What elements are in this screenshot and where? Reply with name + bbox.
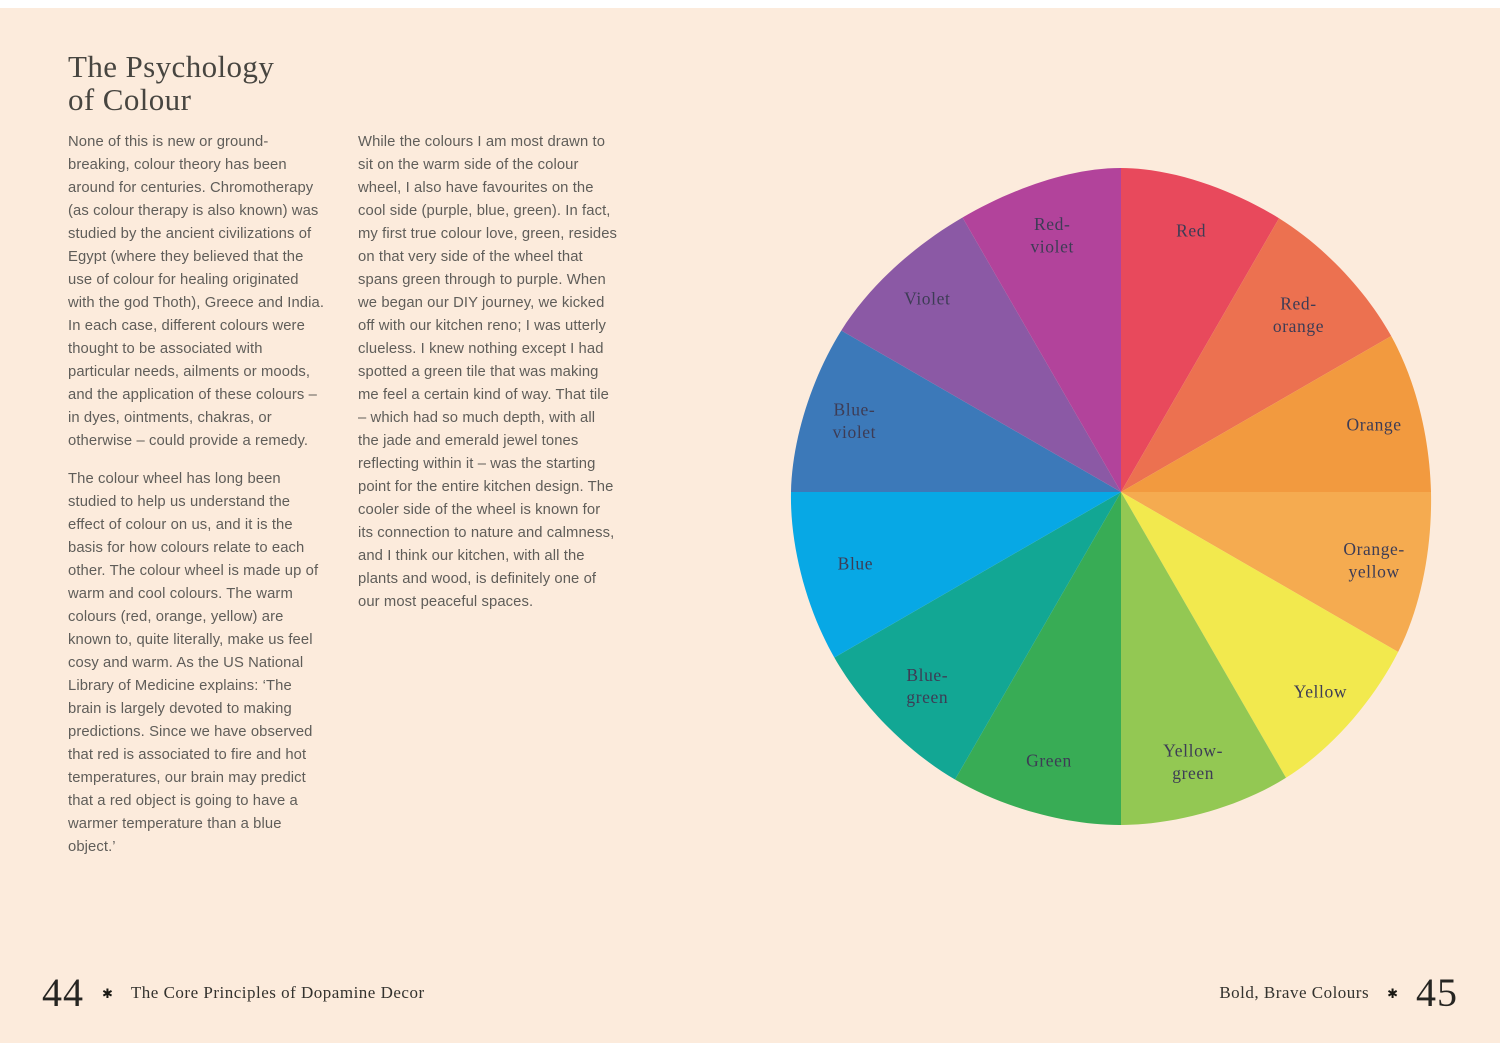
wheel-label-red: Red bbox=[1176, 220, 1207, 241]
right-page-number: 45 bbox=[1416, 970, 1458, 1015]
paragraph: The colour wheel has long been studied to help us understand the effect of colour on us, and it is the basis for how colours relate to each other. The colour wheel is made up of warm and cool colours. The warm colours (red, orange, yellow) are known to, quite literally, make us feel cosy and warm. As the US National Library of Medicine explains: ‘The brain is largely devoted to making predictions. Since we have observed that red is associated to fire and hot temperatures, our brain may predict that a red object is going to have a warmer temperature than a blue object.’ bbox=[68, 471, 319, 855]
footer-left bbox=[42, 970, 425, 1015]
wheel-label-yellow: Yellow bbox=[1293, 681, 1348, 702]
asterisk-star-icon: ✱ bbox=[1387, 986, 1398, 1001]
asterisk-star-icon: ✱ bbox=[102, 986, 113, 1001]
body-column-2 bbox=[358, 131, 618, 614]
wheel-label-violet: Violet bbox=[904, 288, 951, 309]
wheel-label-blue-violet: Blue-violet bbox=[832, 399, 877, 443]
wheel-label-blue: Blue bbox=[837, 553, 874, 574]
wheel-label-red-orange: Red-orange bbox=[1272, 293, 1325, 336]
page-title bbox=[68, 50, 274, 116]
colour-wheel-chart bbox=[790, 158, 1450, 838]
wheel-label-orange: Orange bbox=[1346, 414, 1402, 435]
page-title-line1: The Psychology bbox=[68, 49, 275, 84]
wheel-label-orange-yellow: Orange-yellow bbox=[1343, 538, 1405, 582]
left-running-title: The Core Principles of Dopamine Decor bbox=[130, 983, 425, 1002]
wheel-label-blue-green: Blue-green bbox=[906, 664, 949, 708]
colour-wheel bbox=[790, 158, 1450, 838]
left-page-number: 44 bbox=[42, 970, 84, 1015]
page-title-line2: of Colour bbox=[68, 82, 192, 117]
wheel-label-green: Green bbox=[1026, 750, 1072, 771]
paragraph: While the colours I am most drawn to sit on the warm side of the colour wheel, I also have favourites on the cool side (purple, blue, green). In fact, my first true colour love, green, resides on that very side of the wheel that spans green through to purple. When we began our DIY journey, we kicked off with our kitchen reno; I was utterly clueless. I knew nothing except I had spotted a green tile that was making me feel a certain kind of way. That tile – which had so much depth, with all the jade and emerald jewel tones reflecting within it – was the starting point for the entire kitchen design. The cooler side of the wheel is known for its connection to nature and calmness, and I think our kitchen, with all the plants and wood, is definitely one of our most peaceful spaces. bbox=[358, 134, 618, 610]
wheel-label-red-violet: Red-violet bbox=[1030, 214, 1074, 257]
body-column-1 bbox=[68, 131, 328, 859]
footer-right bbox=[1219, 970, 1458, 1015]
right-running-title: Bold, Brave Colours bbox=[1219, 983, 1370, 1002]
page-edge-top bbox=[0, 0, 1500, 8]
book-spread bbox=[0, 8, 1500, 1043]
wheel-label-yellow-green: Yellow-green bbox=[1163, 740, 1224, 783]
paragraph: None of this is new or ground-breaking, colour theory has been around for centuries. Chromotherapy (as colour therapy is also known) was studied by the ancient civilizations of Egypt (where they believed that the use of colour for healing originated with the god Thoth), Greece and India. In each case, different colours were thought to be associated with particular needs, ailments or moods, and the application of these colours – in dyes, ointments, chakras, or otherwise – could provide a remedy. bbox=[68, 134, 325, 449]
